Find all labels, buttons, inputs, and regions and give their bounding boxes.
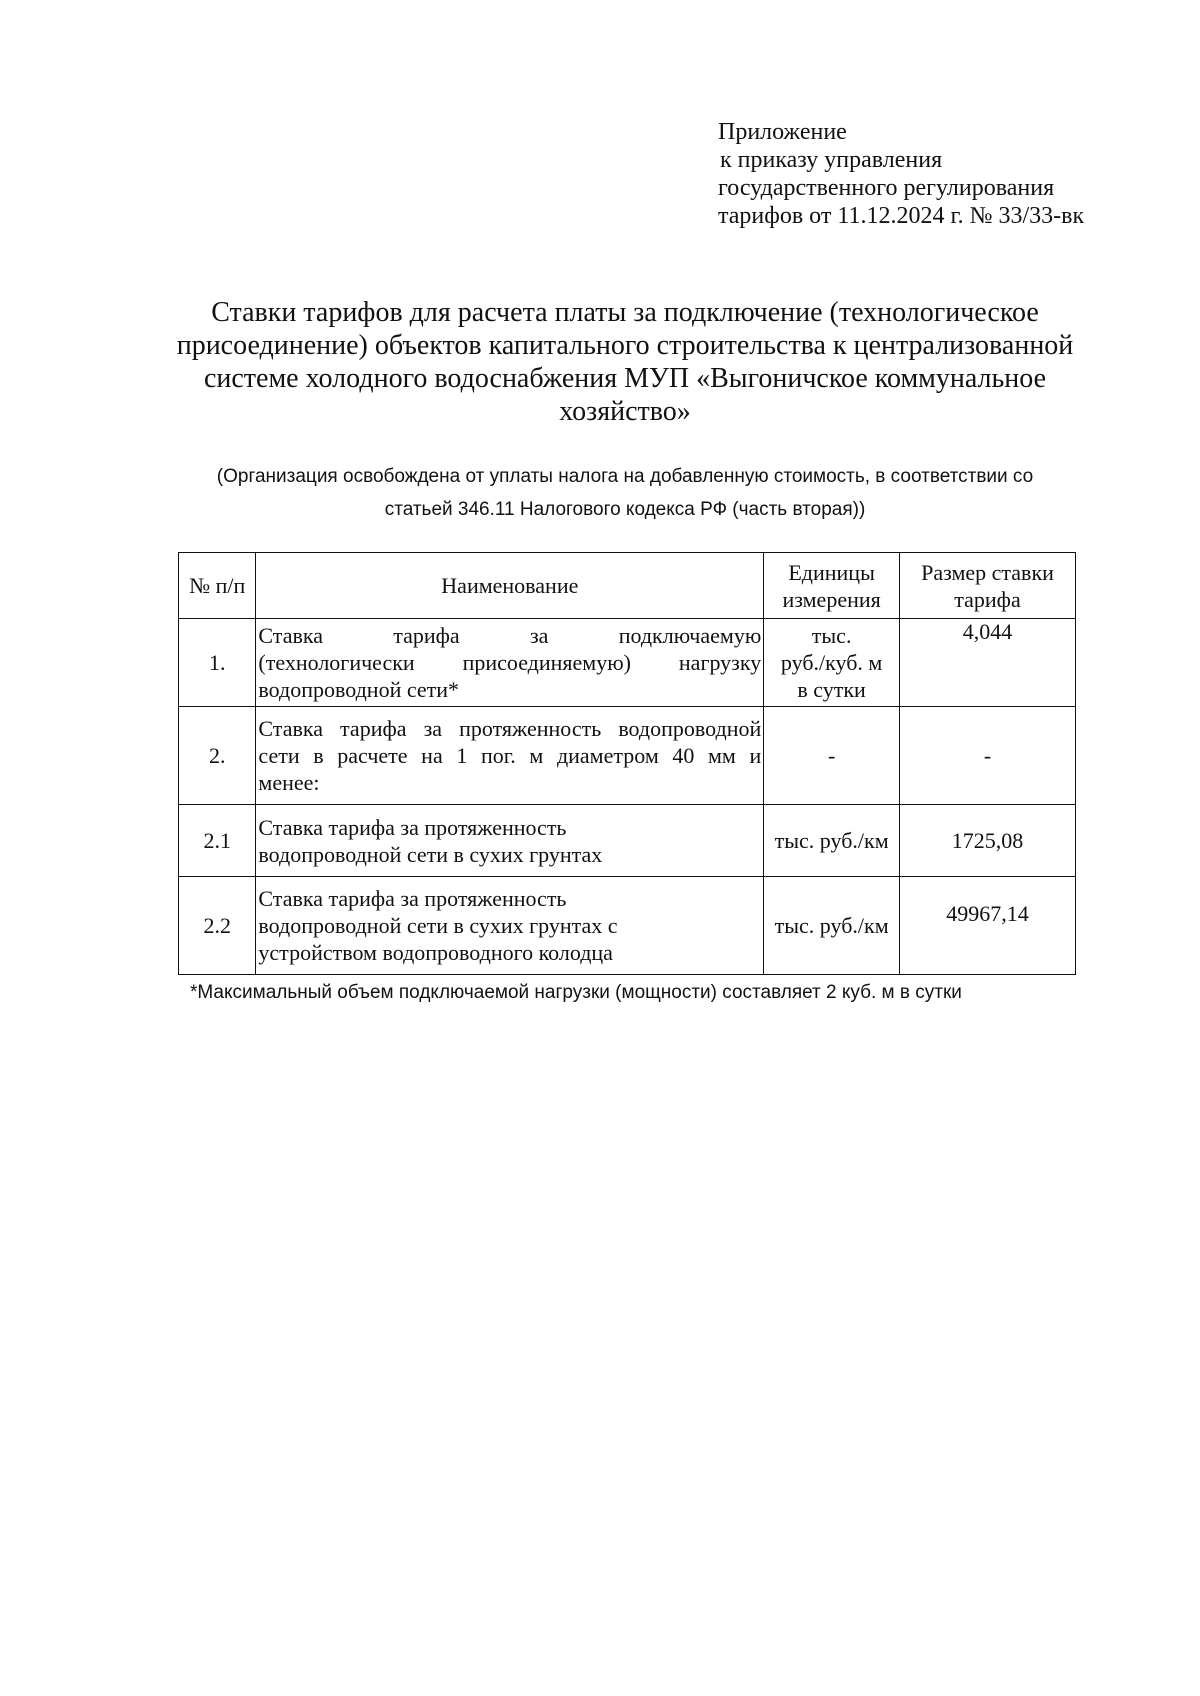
row-unit-line-2: руб./куб. м <box>780 650 883 675</box>
table-row <box>179 707 1076 805</box>
row-name-line-1: Ставка тарифа за подключаемую <box>258 623 762 648</box>
row-name-line-3: водопроводной сети* <box>258 677 460 702</box>
header-num: № п/п <box>179 553 256 619</box>
header-name: Наименование <box>256 553 764 619</box>
row-name <box>256 877 764 975</box>
table-row <box>179 619 1076 707</box>
annex-line-3: государственного регулирования <box>718 175 1055 201</box>
note-line-2: статьей 346.11 Налогового кодекса РФ (часть вторая)) <box>384 499 866 520</box>
row-value: 1725,08 <box>900 805 1076 877</box>
row-unit: тыс. руб./км <box>764 805 900 877</box>
row-unit: тыс. руб./км <box>764 877 900 975</box>
title-line-4: хозяйство» <box>559 396 691 427</box>
row-name <box>256 805 764 877</box>
row-num: 2. <box>179 707 256 805</box>
document-title <box>160 296 1090 428</box>
row-unit <box>764 619 900 707</box>
annex-line-1: Приложение <box>718 119 847 145</box>
row-value: 49967,14 <box>900 877 1076 975</box>
table-header-row <box>179 553 1076 619</box>
row-name-line-3: устройством водопроводного колодца <box>258 940 613 965</box>
header-unit-line-2: измерения <box>782 586 881 612</box>
header-value-line-1: Размер ставки <box>921 559 1054 585</box>
row-name-line-1: Ставка тарифа за протяженность <box>258 886 567 911</box>
header-value <box>900 553 1076 619</box>
annex-block <box>718 118 1084 230</box>
header-value-line-2: тарифа <box>954 586 1021 612</box>
header-unit <box>764 553 900 619</box>
row-unit-line-3: в сутки <box>797 677 866 702</box>
row-value: 4,044 <box>900 619 1076 707</box>
title-line-1: Ставки тарифов для расчета платы за подключение (технологическое <box>211 297 1039 328</box>
tax-note <box>170 460 1080 526</box>
footnote: *Максимальный объем подключаемой нагрузки (мощности) составляет 2 куб. м в сутки <box>190 982 962 1003</box>
row-name-line-2: (технологически присоединяемую) нагрузку <box>258 650 762 675</box>
row-num: 1. <box>179 619 256 707</box>
row-name-line-2: сети в расчете на 1 пог. м диаметром 40 мм и <box>258 743 762 768</box>
title-line-3: системе холодного водоснабжения МУП «Выгоничское коммунальное <box>203 363 1047 394</box>
note-line-1: (Организация освобождена от уплаты налога на добавленную стоимость, в соответствии со <box>216 466 1034 487</box>
row-name-line-1: Ставка тарифа за протяженность <box>258 814 567 840</box>
header-unit-line-1: Единицы <box>788 559 875 585</box>
row-name-line-3: менее: <box>258 770 320 795</box>
row-unit: - <box>764 707 900 805</box>
annex-line-4: тарифов от 11.12.2024 г. № 33/33-вк <box>718 203 1085 229</box>
row-unit-line-1: тыс. <box>811 623 852 648</box>
tariff-table <box>178 552 1076 975</box>
table-row <box>179 805 1076 877</box>
row-value: - <box>900 707 1076 805</box>
title-line-2: присоединение) объектов капитального строительства к централизованной <box>176 330 1074 361</box>
table-row <box>179 877 1076 975</box>
row-num: 2.2 <box>179 877 256 975</box>
annex-line-2: к приказу управления <box>720 147 943 173</box>
row-name-line-1: Ставка тарифа за протяженность водопроводной <box>258 716 762 741</box>
row-name-line-2: водопроводной сети в сухих грунтах с <box>258 913 618 938</box>
row-name <box>256 619 764 707</box>
row-num: 2.1 <box>179 805 256 877</box>
row-name-line-2: водопроводной сети в сухих грунтах <box>258 841 603 867</box>
row-name <box>256 707 764 805</box>
